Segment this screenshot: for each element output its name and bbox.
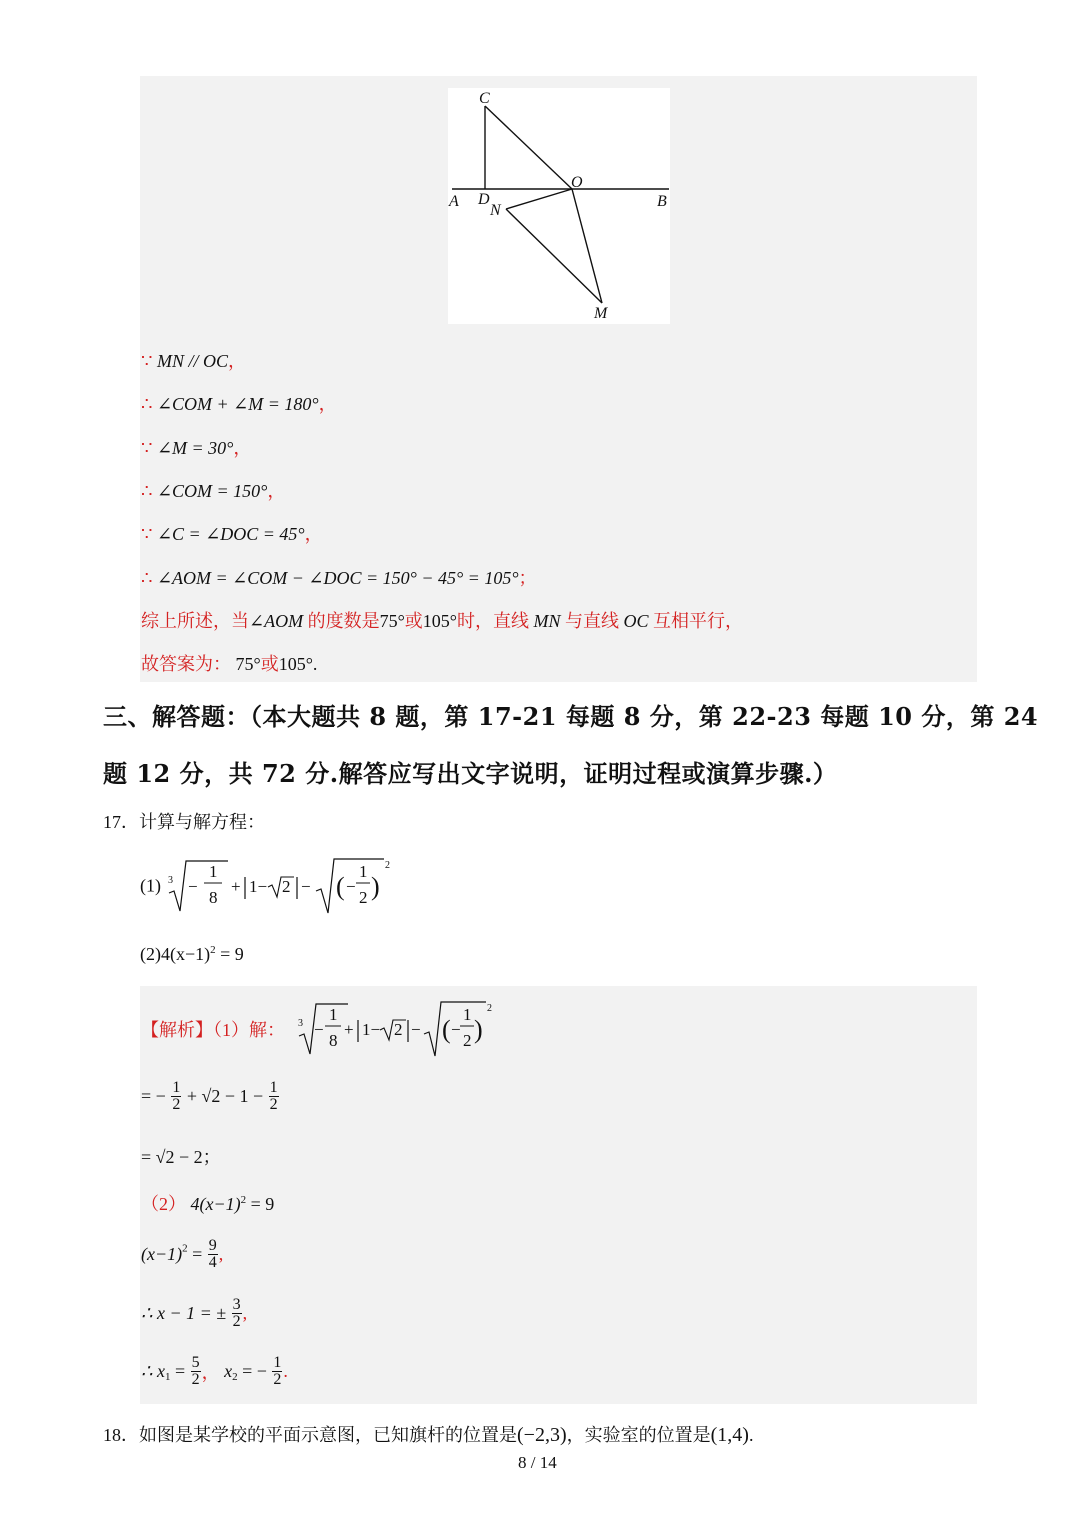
svg-text:1: 1 — [358, 862, 367, 881]
solution-line-2: ∴ ∠COM + ∠M = 180°， — [141, 394, 337, 414]
section-heading-line-2: 题 12 分，共 72 分.解答应写出文字说明，证明过程或演算步骤.） — [103, 759, 838, 788]
svg-text:1: 1 — [328, 1005, 337, 1024]
solution-line-1: ∵ MN // OC， — [141, 351, 246, 371]
label-n: N — [490, 202, 501, 219]
q17-part2: $(2)4(x-1)^2 = 9$ — [140, 944, 244, 964]
q17-solution-s1: $(x-1)^2$ = $\frac{9}{4}$ , — [141, 1237, 224, 1271]
svg-text:+: + — [230, 877, 241, 896]
q18-text: 18．如图是某学校的平面示意图，已知旗杆的位置是(−2,3)，实验室的位置是(1,4). — [103, 1424, 754, 1446]
q17-part1: (1) 3 − 1 8 + 1− 2 − ( − 1 2 ) 2 — [140, 855, 396, 915]
solution-summary: 综上所述，当∠AOM 的度数是75°或105°时，直线 MN 与直线 OC 互相平行， — [141, 611, 743, 631]
page-number: 8 / 14 — [518, 1453, 557, 1472]
q17-solution-step1: = − $\frac{1}{2}$ + √2 − 1 − $\frac{1}{2}$ — [141, 1079, 278, 1113]
label-a: A — [449, 193, 459, 210]
svg-text:2: 2 — [358, 888, 367, 907]
segment-om — [572, 189, 602, 303]
svg-text:(: ( — [335, 872, 345, 901]
q17-solution-s3: ∴ $x_1$ = $\frac{5}{2}$ ， $x_2$ = − $\frac{1}{2}$ . — [141, 1354, 288, 1388]
geometry-figure — [448, 88, 670, 324]
svg-text:): ) — [370, 872, 380, 901]
svg-text:+: + — [343, 1020, 354, 1039]
solution-line-4: ∴ ∠COM = 150°， — [141, 481, 286, 501]
svg-text:1: 1 — [462, 1005, 471, 1024]
q17-part1-expression — [166, 855, 396, 917]
svg-text:−: − — [187, 877, 198, 896]
svg-text:8: 8 — [328, 1031, 337, 1050]
section-heading-line-1: 三、解答题：（本大题共 8 题，第 17-21 每题 8 分，第 22-23 每题 10 分，第 24 — [103, 702, 1039, 731]
svg-text:−: − — [345, 877, 356, 896]
svg-text:1−: 1− — [248, 877, 267, 896]
svg-text:1−: 1− — [361, 1020, 380, 1039]
svg-text:8: 8 — [208, 888, 217, 907]
segment-nm — [506, 209, 602, 303]
solution-line-3: ∵ ∠M = 30°， — [141, 438, 252, 458]
svg-text:2: 2 — [462, 1031, 471, 1050]
solution-line-6: ∴ ∠AOM = ∠COM − ∠DOC = 150° − 45° = 105°； — [141, 568, 537, 588]
svg-text:2: 2 — [384, 860, 390, 871]
q17-solution-expression — [296, 998, 496, 1060]
label-o: O — [571, 174, 583, 191]
svg-text:2: 2 — [393, 1020, 402, 1039]
svg-text:2: 2 — [281, 877, 290, 896]
label-d: D — [478, 191, 490, 208]
q17-solution-part1: 【解析】（1）解： 3 − 1 8 + 1− 2 − ( − 1 2 ) 2 — [141, 998, 496, 1060]
svg-text:2: 2 — [486, 1003, 492, 1014]
svg-text:3: 3 — [167, 875, 173, 886]
solution-answer: 故答案为： 75°或105°. — [141, 654, 318, 674]
svg-text:−: − — [450, 1020, 461, 1039]
label-b: B — [657, 193, 667, 210]
svg-text:−: − — [313, 1020, 324, 1039]
q17-solution-s2: ∴ x − 1 = ± $\frac{3}{2}$ , — [141, 1296, 248, 1330]
segment-co — [485, 106, 572, 189]
q17-title: 17．计算与解方程： — [103, 812, 265, 832]
svg-text:3: 3 — [297, 1018, 303, 1029]
svg-text:(: ( — [441, 1015, 451, 1044]
svg-text:−: − — [410, 1020, 421, 1039]
label-c: C — [479, 90, 490, 107]
solution-line-5: ∵ ∠C = ∠DOC = 45°， — [141, 524, 323, 544]
label-m: M — [594, 305, 608, 322]
segment-no — [506, 189, 572, 209]
svg-text:): ) — [473, 1015, 483, 1044]
svg-text:1: 1 — [208, 862, 217, 881]
q17-solution-step2: = √2 − 2； — [141, 1147, 221, 1167]
q17-solution-part2: （2） $4(x-1)^2 = 9$ — [141, 1194, 275, 1214]
svg-text:−: − — [300, 877, 311, 896]
